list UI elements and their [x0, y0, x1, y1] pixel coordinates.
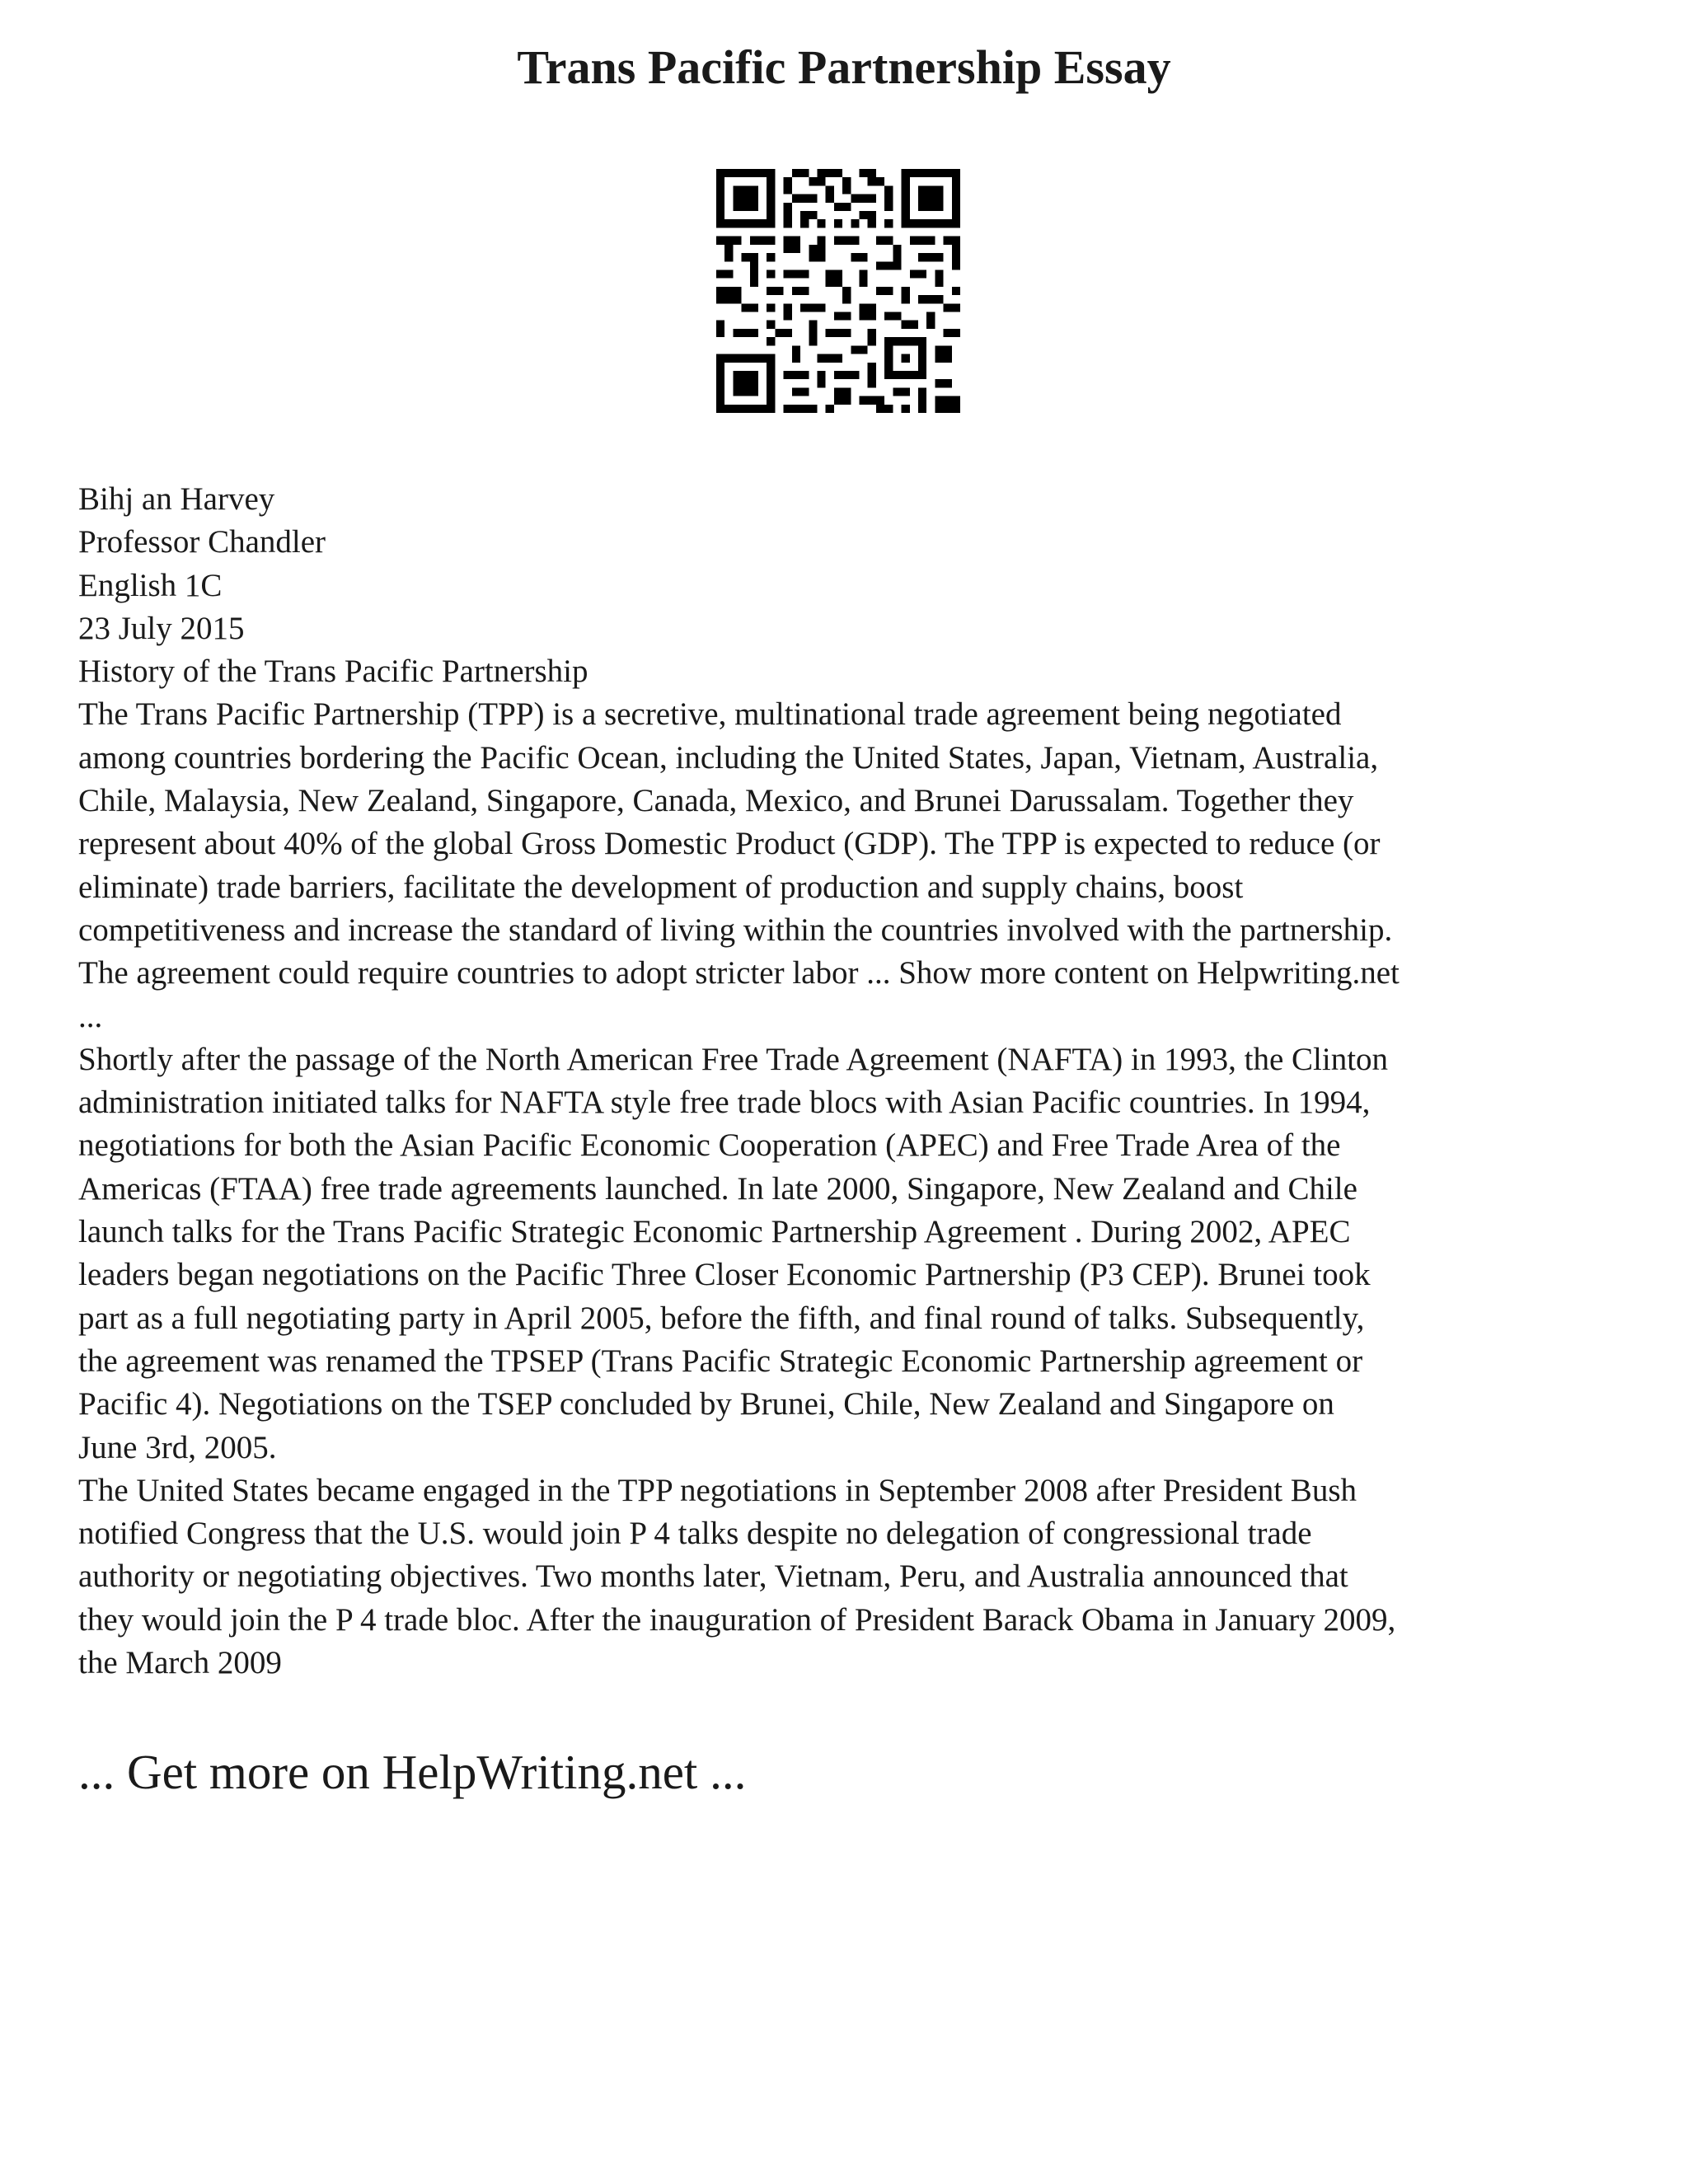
paragraph-2-line: launch talks for the Trans Pacific Strategic Economic Partnership Agreement . During 2002, APEC [78, 1214, 1351, 1250]
paragraph-2-line: administration initiated talks for NAFTA style free trade blocs with Asian Pacific countries. In 1994, [78, 1085, 1371, 1121]
course-name: English 1C [78, 567, 223, 603]
paragraph-3-line: The United States became engaged in the TPP negotiations in September 2008 after President Bush [78, 1472, 1357, 1508]
author-name: Bihj an Harvey [78, 481, 275, 517]
paragraph-1-line: The Trans Pacific Partnership (TPP) is a secretive, multinational trade agreement being negotiated [78, 696, 1342, 733]
essay-date: 23 July 2015 [78, 610, 245, 646]
qr-code-icon[interactable] [716, 169, 960, 413]
qr-code-graphic [716, 169, 960, 413]
paragraph-2-line: the agreement was renamed the TPSEP (Trans Pacific Strategic Economic Partnership agreement or [78, 1343, 1363, 1379]
paragraph-3-line: notified Congress that the U.S. would join P 4 talks despite no delegation of congressional trade [78, 1516, 1312, 1552]
paragraph-1-line: competitiveness and increase the standard of living within the countries involved with the partnership. [78, 912, 1393, 948]
paragraph-2-line: leaders began negotiations on the Pacific Three Closer Economic Partnership (P3 CEP). Brunei took [78, 1257, 1371, 1293]
document-title: Trans Pacific Partnership Essay [517, 40, 1171, 94]
paragraph-2-line: Americas (FTAA) free trade agreements launched. In late 2000, Singapore, New Zealand and Chile [78, 1170, 1357, 1207]
essay-subtitle: History of the Trans Pacific Partnership [78, 654, 588, 690]
paragraph-1-line: The agreement could require countries to adopt stricter labor ... Show more content on Helpwriting.net [78, 955, 1400, 991]
paragraph-2-line: negotiations for both the Asian Pacific Economic Cooperation (APEC) and Free Trade Area of the [78, 1127, 1341, 1164]
paragraph-2-line: Shortly after the passage of the North American Free Trade Agreement (NAFTA) in 1993, the Clinton [78, 1041, 1389, 1077]
paragraph-2-line: Pacific 4). Negotiations on the TSEP concluded by Brunei, Chile, New Zealand and Singapore on [78, 1386, 1334, 1422]
paragraph-3-line: the March 2009 [78, 1645, 282, 1681]
paragraph-3-line: authority or negotiating objectives. Two months later, Vietnam, Peru, and Australia announced that [78, 1558, 1348, 1595]
paragraph-2-line: part as a full negotiating party in April 2005, before the fifth, and final round of talks. Subsequently, [78, 1300, 1365, 1336]
paragraph-1-line: among countries bordering the Pacific Ocean, including the United States, Japan, Vietnam, Australia, [78, 739, 1379, 776]
paragraph-1-line: Chile, Malaysia, New Zealand, Singapore, Canada, Mexico, and Brunei Darussalam. Together they [78, 783, 1354, 819]
paragraph-1-line: represent about 40% of the global Gross Domestic Product (GDP). The TPP is expected to reduce (or [78, 826, 1381, 862]
professor-name: Professor Chandler [78, 524, 326, 560]
paragraph-1-line: ... [78, 998, 103, 1034]
paragraph-2-line: June 3rd, 2005. [78, 1429, 277, 1465]
paragraph-1-line: eliminate) trade barriers, facilitate the development of production and supply chains, boost [78, 869, 1244, 905]
essay-body [78, 478, 1644, 1685]
paragraph-3-line: they would join the P 4 trade bloc. After the inauguration of President Barack Obama in January 2009, [78, 1601, 1396, 1638]
get-more-link[interactable]: ... Get more on HelpWriting.net ... [78, 1745, 747, 1799]
